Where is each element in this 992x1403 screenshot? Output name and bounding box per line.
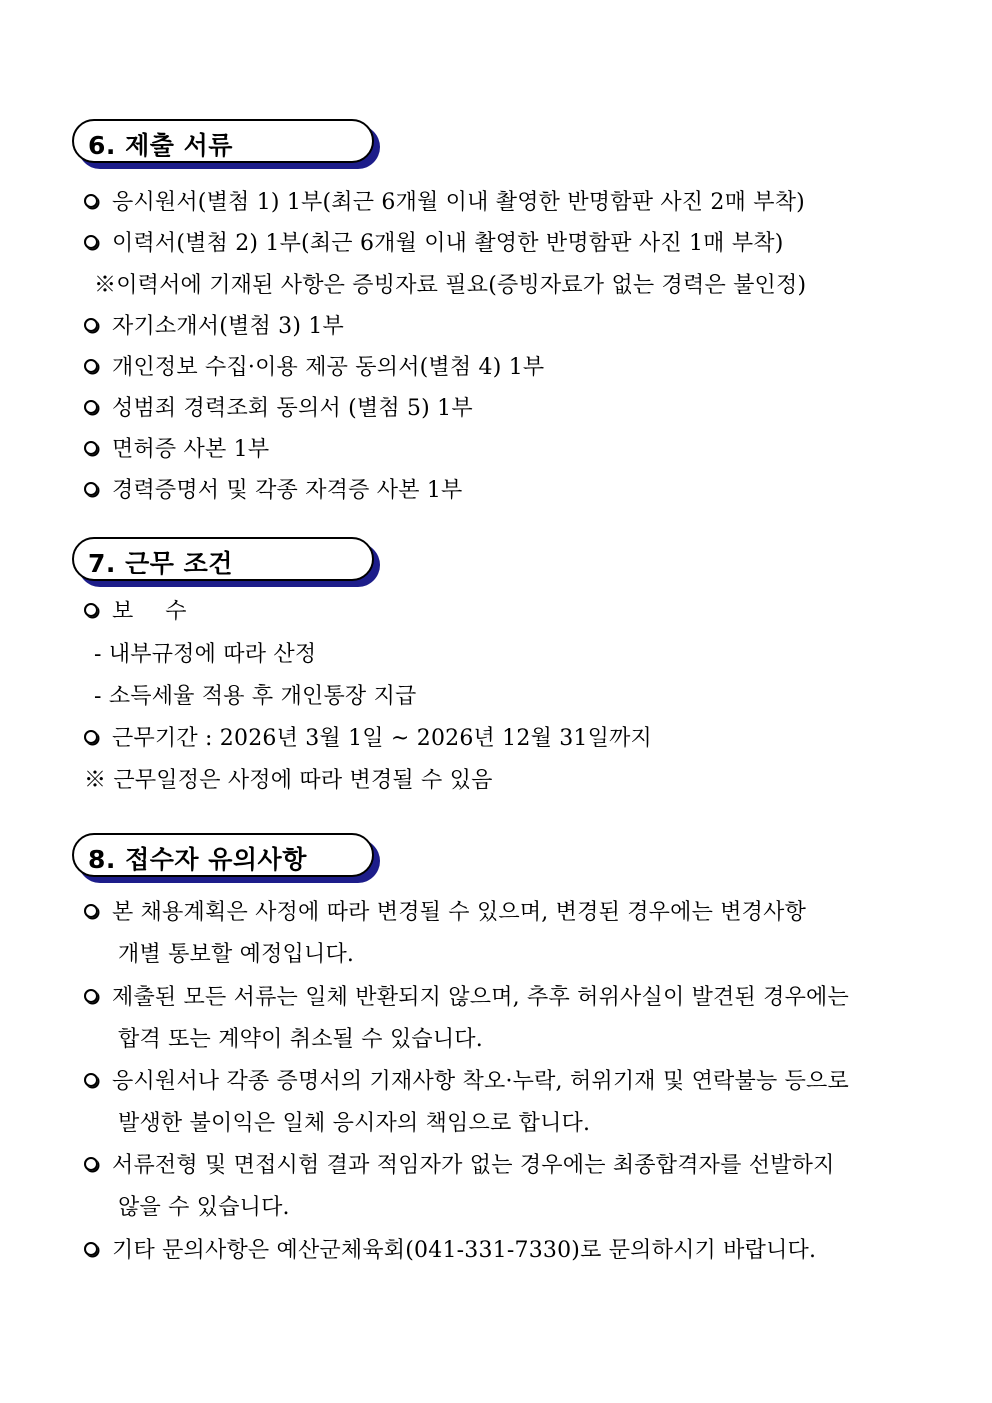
circle-bullet-icon <box>84 1073 98 1087</box>
list-item <box>84 898 806 928</box>
list-item <box>84 983 849 1013</box>
section-8-title: 8. 접수자 유의사항 <box>88 845 307 874</box>
circle-bullet-icon <box>84 1157 98 1171</box>
list-item-text: 응시원서나 각종 증명서의 기재사항 착오·누락, 허위기재 및 연락불능 등으로 <box>112 1069 849 1094</box>
circle-bullet-icon <box>84 904 98 918</box>
pay-detail: - 내부규정에 따라 산정 <box>94 642 317 667</box>
period-item <box>84 724 652 754</box>
circle-bullet-icon <box>84 1242 98 1256</box>
list-item-text: 서류전형 및 면접시험 결과 적임자가 없는 경우에는 최종합격자를 선발하지 <box>112 1153 835 1178</box>
circle-bullet-icon <box>84 730 98 744</box>
section-8-header <box>72 833 382 885</box>
list-item-text: 개인정보 수집·이용 제공 동의서(별첨 4) 1부 <box>112 355 545 380</box>
list-item <box>84 476 463 506</box>
circle-bullet-icon <box>84 400 98 414</box>
schedule-note: ※ 근무일정은 사정에 따라 변경될 수 있음 <box>84 768 493 793</box>
list-item <box>84 394 473 424</box>
list-item-continuation: 발생한 불이익은 일체 응시자의 책임으로 합니다. <box>118 1111 591 1136</box>
pay-detail: - 소득세율 적용 후 개인통장 지급 <box>94 684 417 709</box>
list-item-text: 응시원서(별첨 1) 1부(최근 6개월 이내 촬영한 반명함판 사진 2매 부착) <box>112 190 805 215</box>
list-item-text: 경력증명서 및 각종 자격증 사본 1부 <box>112 478 463 503</box>
section-7-header <box>72 537 382 589</box>
list-item-text: 이력서(별첨 2) 1부(최근 6개월 이내 촬영한 반명함판 사진 1매 부착) <box>112 231 784 256</box>
list-item <box>84 312 344 342</box>
circle-bullet-icon <box>84 989 98 1003</box>
period-text: 근무기간 : 2026년 3월 1일 ~ 2026년 12월 31일까지 <box>112 726 652 751</box>
list-item <box>84 353 544 383</box>
list-item-text: 본 채용계획은 사정에 따라 변경될 수 있으며, 변경된 경우에는 변경사항 <box>112 900 807 925</box>
list-item <box>84 435 269 465</box>
list-item-continuation: 합격 또는 계약이 취소될 수 있습니다. <box>118 1027 483 1052</box>
list-item <box>84 188 805 218</box>
list-item-text: 면허증 사본 1부 <box>112 437 270 462</box>
section-6-header <box>72 119 382 171</box>
pay-label: 보 수 <box>112 599 193 624</box>
list-item <box>84 1151 835 1181</box>
circle-bullet-icon <box>84 194 98 208</box>
list-item <box>84 1067 849 1097</box>
list-item-continuation: 개별 통보할 예정입니다. <box>118 942 355 967</box>
list-item-continuation: 않을 수 있습니다. <box>118 1195 290 1220</box>
circle-bullet-icon <box>84 318 98 332</box>
list-item-text: 자기소개서(별첨 3) 1부 <box>112 314 344 339</box>
section-7-title: 7. 근무 조건 <box>88 549 233 578</box>
circle-bullet-icon <box>84 441 98 455</box>
circle-bullet-icon <box>84 482 98 496</box>
circle-bullet-icon <box>84 359 98 373</box>
list-item-text: 성범죄 경력조회 동의서 (별첨 5) 1부 <box>112 396 473 421</box>
list-item-text: 제출된 모든 서류는 일체 반환되지 않으며, 추후 허위사실이 발견된 경우에는 <box>112 985 849 1010</box>
resume-note: ※이력서에 기재된 사항은 증빙자료 필요(증빙자료가 없는 경력은 불인정) <box>94 273 807 298</box>
section-6-title: 6. 제출 서류 <box>88 131 233 160</box>
circle-bullet-icon <box>84 603 98 617</box>
list-item-text: 기타 문의사항은 예산군체육회(041-331-7330)로 문의하시기 바랍니다. <box>112 1238 817 1263</box>
list-item <box>84 1236 816 1266</box>
circle-bullet-icon <box>84 235 98 249</box>
pay-item <box>84 597 193 627</box>
list-item <box>84 229 784 259</box>
